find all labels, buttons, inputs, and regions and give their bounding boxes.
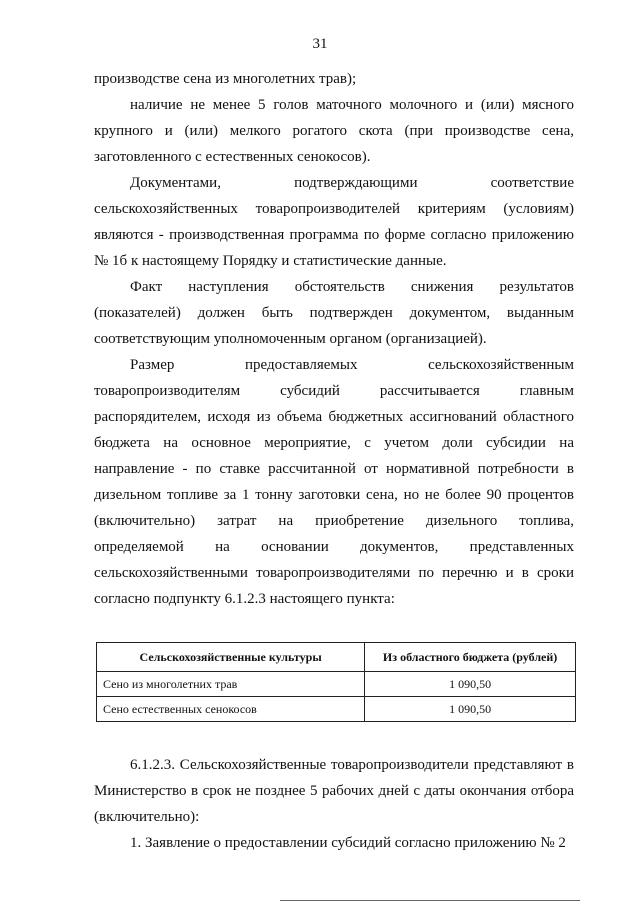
table-header-row [97,643,576,672]
header-crops: Сельскохозяйственные культуры [97,643,365,672]
paragraph-application-item-1: 1. Заявление о предоставлении субсидий согласно приложению № 2 [130,835,566,851]
page-body [94,66,574,856]
paragraph-hay-production: производстве сена из многолетних трав); [94,71,357,87]
header-regional-budget: Из областного бюджета (рублей) [365,643,576,672]
paragraph-livestock-requirement: наличие не менее 5 голов маточного молочного и (или) мясного крупного и (или) мелкого рогатого скота (при производстве сена, заготовленного с естественных сенокосов). [94,97,574,165]
page-number: 31 [312,36,328,52]
paragraph-results-decrease: Факт наступления обстоятельств снижения результатов (показателей) должен быть подтвержден документом, выданным соответствующим уполномоченным органом (организацией). [94,279,574,347]
cell-crop-name: Сено естественных сенокосов [97,697,365,722]
footer-divider [280,900,580,901]
table-row [97,697,576,722]
paragraph-6-1-2-3: 6.1.2.3. Сельскохозяйственные товаропроизводители представляют в Министерство в срок не позднее 5 рабочих дней с даты окончания отбора (включительно): [94,757,574,825]
cell-rate-value: 1 090,50 [365,697,576,722]
table-row [97,672,576,697]
section-after-table [94,752,574,856]
subsidy-rate-table [96,642,576,722]
paragraph-subsidy-size: Размер предоставляемых сельскохозяйственным товаропроизводителям субсидий рассчитывается главным распорядителем, исходя из объема бюджетных ассигнований областного бюджета на основное мероприятие, с учетом доли субсидии на направление - по ставке рассчитанной от нормативной потребности в дизельном топливе за 1 тонну заготовки сена, но не более 90 процентов (включительно) затрат на приобретение дизельного топлива, определяемой на основании документов, представленных сельскохозяйственными товаропроизводителями по перечню и в сроки согласно подпункту 6.1.2.3 настоящего пункта: [94,357,574,607]
cell-crop-name: Сено из многолетних трав [97,672,365,697]
cell-rate-value: 1 090,50 [365,672,576,697]
paragraph-confirming-documents: Документами, подтверждающими соответствие сельскохозяйственных товаропроизводителей критериям (условиям) являются - производственная программа по форме согласно приложению № 1б к настоящему Порядку и статистические данные. [94,175,574,269]
